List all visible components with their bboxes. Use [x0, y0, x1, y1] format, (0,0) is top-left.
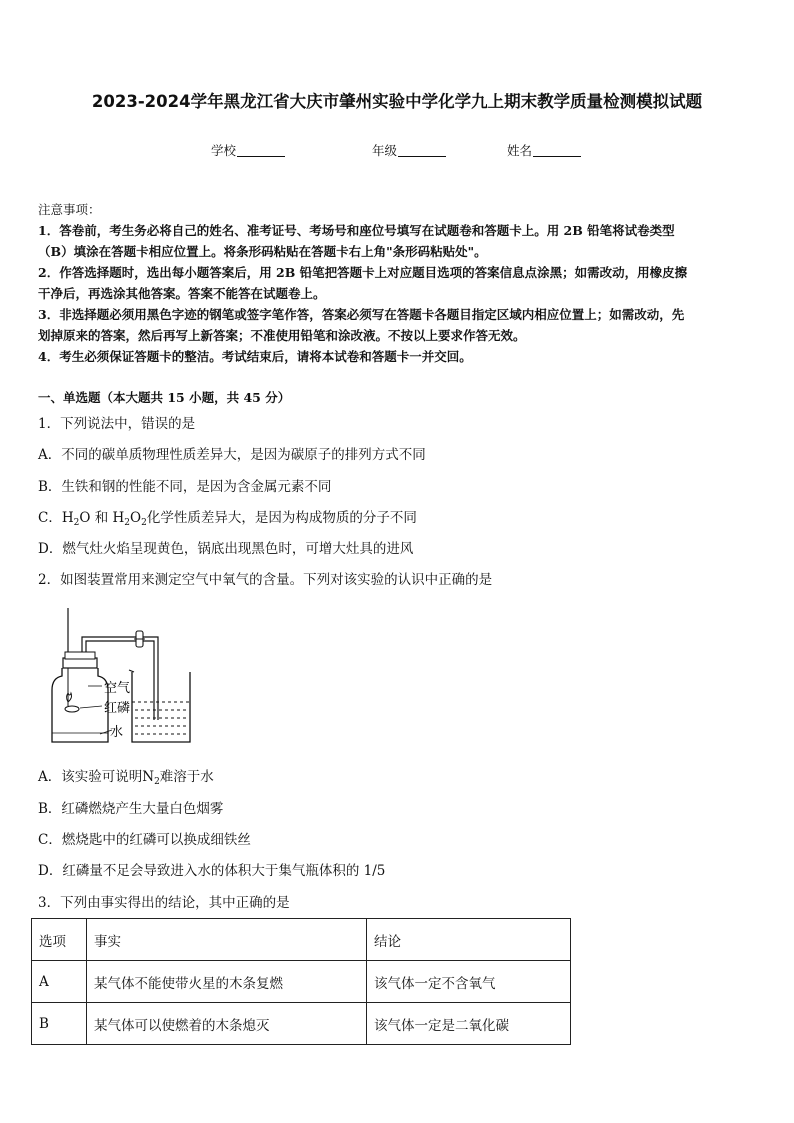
q3-stem: 3．下列由事实得出的结论，其中正确的是: [38, 895, 290, 911]
q3-table: [31, 918, 571, 1045]
grade-field: [372, 141, 446, 159]
notice-line-3: 2．作答选择题时，选出每小题答案后，用 2B 铅笔把答题卡上对应题目选项的答案信息点涂黑；如需改动，用橡皮擦: [38, 265, 688, 280]
header-option: 选项: [32, 919, 87, 961]
q2-option-c[interactable]: C．燃烧匙中的红磷可以换成细铁丝: [38, 832, 251, 848]
notice-line-4: 干净后，再选涂其他答案。答案不能答在试题卷上。: [38, 286, 326, 301]
q1-option-a[interactable]: A．不同的碳单质物理性质差异大，是因为碳原子的排列方式不同: [38, 447, 426, 463]
row-b-option: B: [32, 1003, 87, 1045]
table-row: [32, 1003, 571, 1045]
school-field: [211, 141, 285, 159]
header-conclusion: 结论: [367, 919, 571, 961]
q2-option-a[interactable]: A．该实验可说明$N_2$难溶于水: [38, 769, 214, 787]
q2-option-d[interactable]: D．红磷量不足会导致进入水的体积大于集气瓶体积的 1/5: [38, 863, 386, 879]
row-a-fact: 某气体不能使带火星的木条复燃: [87, 961, 367, 1003]
q2-stem: 2．如图装置常用来测定空气中氧气的含量。下列对该实验的认识中正确的是: [38, 572, 493, 588]
row-a-conclusion: 该气体一定不含氧气: [367, 961, 571, 1003]
label-air: 空气: [104, 681, 131, 696]
notice-line-2: （B）填涂在答题卡相应位置上。将条形码粘贴在答题卡右上角"条形码粘贴处"。: [38, 244, 487, 259]
table-header-row: [32, 919, 571, 961]
exam-title: 2023-2024学年黑龙江省大庆市肇州实验中学化学九上期末教学质量检测模拟试题: [91, 92, 703, 111]
label-water: 水: [110, 725, 124, 740]
grade-label: 年级: [372, 143, 398, 158]
q1-option-b[interactable]: B．生铁和钢的性能不同，是因为含金属元素不同: [38, 479, 332, 495]
name-label: 姓名: [507, 143, 533, 158]
row-a-option: A: [32, 961, 87, 1003]
grade-blank[interactable]: [398, 144, 446, 157]
notice-line-6: 划掉原来的答案，然后再写上新答案；不准使用铅笔和涂改液。不按以上要求作答无效。: [38, 328, 526, 343]
table-row: [32, 961, 571, 1003]
name-field: [507, 141, 581, 159]
oxygen-apparatus-diagram: [40, 606, 196, 746]
q1-option-d[interactable]: D．燃气灶火焰呈现黄色，锅底出现黑色时，可增大灶具的进风: [38, 541, 414, 557]
q1-stem: 1．下列说法中，错误的是: [38, 416, 196, 432]
name-blank[interactable]: [533, 144, 581, 157]
label-phosphorus: 红磷: [104, 701, 131, 716]
notice-heading: 注意事项：: [38, 202, 101, 217]
section-heading: 一、单选题（本大题共 15 小题，共 45 分）: [38, 390, 291, 405]
school-label: 学校: [211, 143, 237, 158]
row-b-fact: 某气体可以使燃着的木条熄灭: [87, 1003, 367, 1045]
school-blank[interactable]: [237, 144, 285, 157]
row-b-conclusion: 该气体一定是二氧化碳: [367, 1003, 571, 1045]
notice-line-7: 4．考生必须保证答题卡的整洁。考试结束后，请将本试卷和答题卡一并交回。: [38, 349, 472, 364]
notice-line-1: 1．答卷前，考生务必将自己的姓名、准考证号、考场号和座位号填写在试题卷和答题卡上。用 2B 铅笔将试卷类型: [38, 223, 675, 238]
notice-line-5: 3．非选择题必须用黑色字迹的钢笔或签字笔作答，答案必须写在答题卡各题目指定区域内相应位置上；如需改动，先: [38, 307, 685, 322]
header-fact: 事实: [87, 919, 367, 961]
q2-option-b[interactable]: B．红磷燃烧产生大量白色烟雾: [38, 801, 224, 817]
q1-option-c[interactable]: C．$H_2O$ 和 $H_2O_2$化学性质差异大，是因为构成物质的分子不同: [38, 510, 417, 528]
